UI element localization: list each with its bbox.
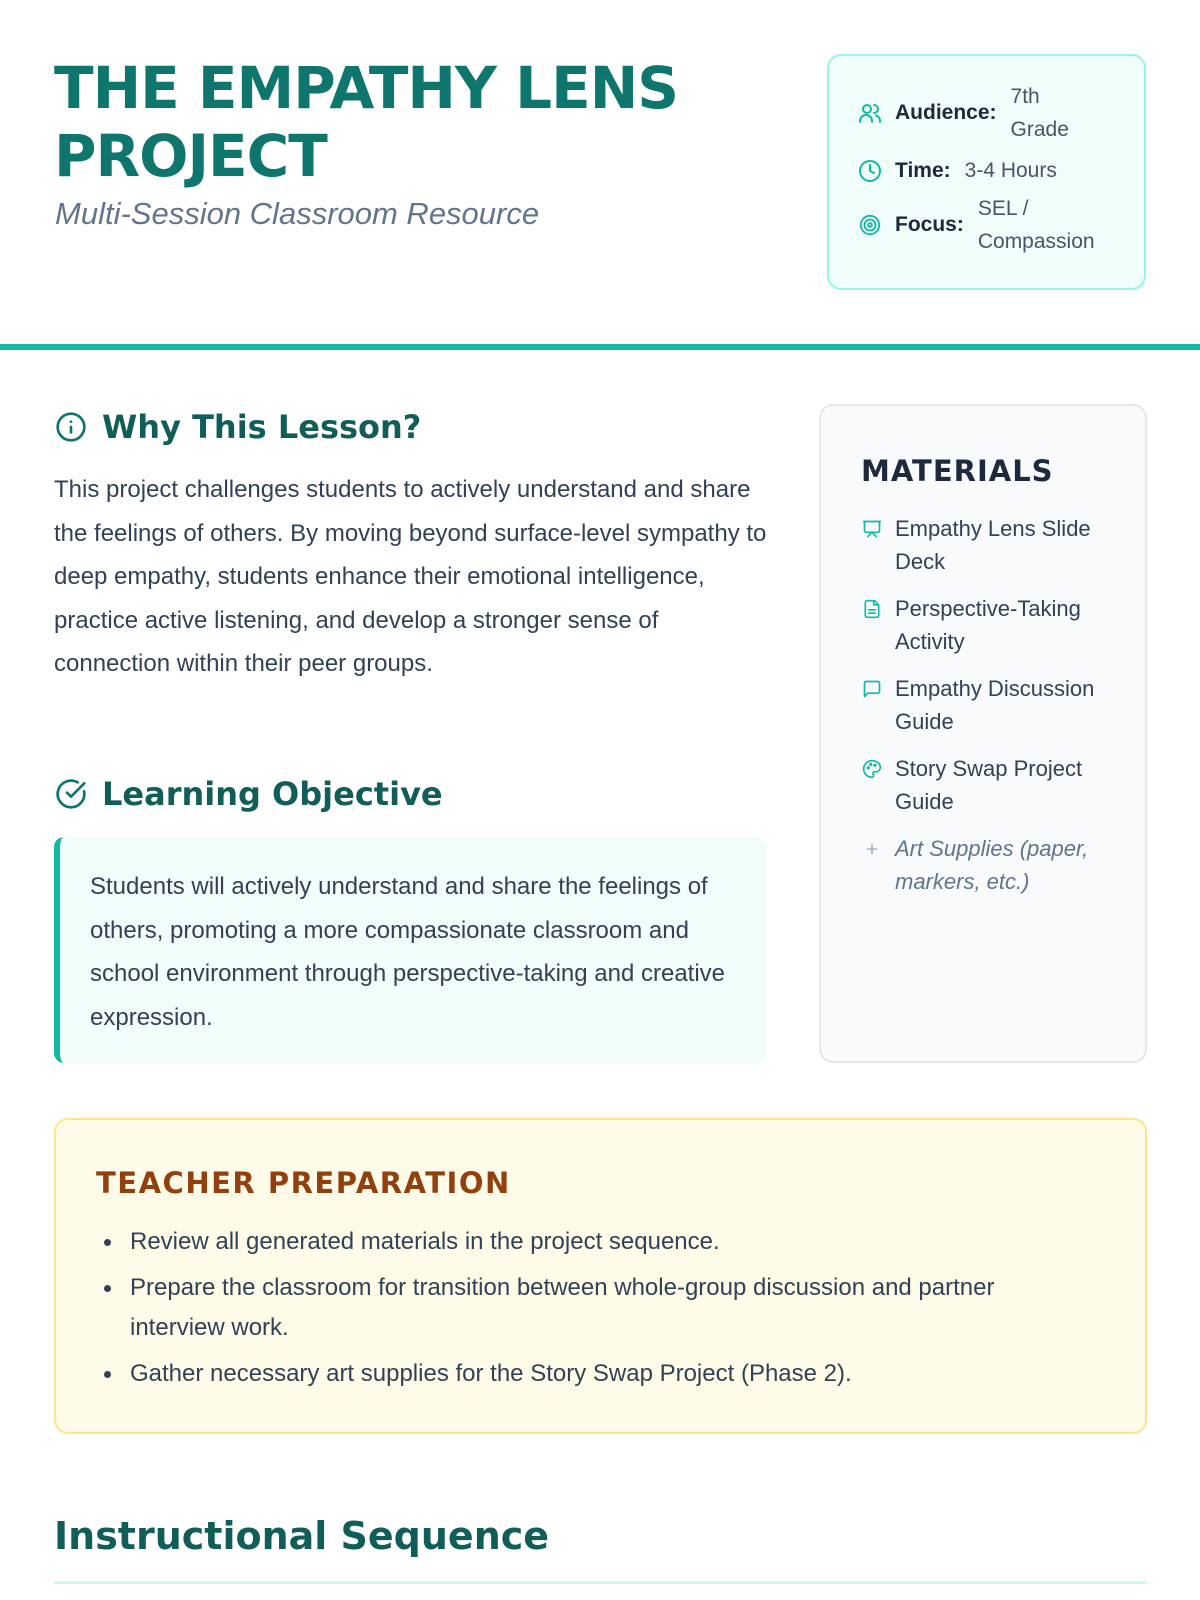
objective-callout: Students will actively understand and share the feelings of others, promoting a more compassionate classroom and school environment through perspective-taking and creative expression. — [54, 837, 766, 1063]
chat-icon — [861, 678, 883, 700]
materials-item-label: Empathy Lens Slide Deck — [895, 516, 1091, 574]
teacher-prep-heading: TEACHER PREPARATION — [96, 1166, 511, 1200]
meta-audience-value: 7th Grade — [1010, 85, 1069, 141]
objective-heading-text: Learning Objective — [102, 775, 443, 813]
meta-focus — [857, 192, 1118, 258]
page-subtitle: Multi-Session Classroom Resource — [55, 196, 540, 231]
sequence-heading: Instructional Sequence — [54, 1514, 550, 1558]
materials-item-label: Story Swap Project Guide — [895, 756, 1083, 814]
materials-heading: MATERIALS — [861, 454, 1054, 488]
users-icon — [857, 100, 883, 126]
why-heading-text: Why This Lesson? — [102, 408, 422, 446]
lesson-meta-card — [827, 54, 1146, 290]
plus-icon — [861, 838, 883, 860]
meta-focus-value: SEL / Compassion — [977, 197, 1095, 253]
meta-time-label: Time: — [895, 158, 951, 182]
palette-icon — [861, 758, 883, 780]
list-item: Gather necessary art supplies for the Story Swap Project (Phase 2). — [96, 1354, 1056, 1394]
materials-item-label: Empathy Discussion Guide — [895, 676, 1095, 734]
page-header — [0, 0, 1200, 350]
objective-heading — [54, 775, 443, 813]
list-item: Review all generated materials in the project sequence. — [96, 1222, 1056, 1262]
materials-item-label: Perspective-Taking Activity — [895, 596, 1081, 654]
materials-item — [861, 672, 1121, 738]
materials-item-label: Art Supplies (paper, markers, etc.) — [895, 836, 1089, 894]
document-icon — [861, 598, 883, 620]
meta-time — [857, 154, 1057, 187]
materials-item — [861, 752, 1121, 818]
check-circle-icon — [54, 777, 88, 811]
clock-icon — [857, 158, 883, 184]
list-item: Prepare the classroom for transition between whole-group discussion and partner interview work. — [96, 1268, 1056, 1348]
meta-audience — [857, 80, 1091, 146]
page-title: THE EMPATHY LENS PROJECT — [54, 54, 679, 190]
meta-audience-label: Audience: — [895, 101, 997, 124]
meta-focus-label: Focus: — [895, 213, 964, 236]
materials-card — [819, 404, 1147, 1063]
presentation-icon — [861, 518, 883, 540]
target-icon — [857, 212, 883, 238]
materials-item — [861, 592, 1121, 658]
sequence-section — [54, 1514, 1147, 1584]
materials-item — [861, 832, 1121, 898]
meta-time-value: 3-4 Hours — [964, 159, 1057, 182]
teacher-prep-card — [54, 1118, 1147, 1434]
info-icon — [54, 410, 88, 444]
why-body: This project challenges students to actively understand and share the feelings of others. By moving beyond surface-level sympathy to deep empathy, students enhance their emotional intelligence, practice active listening, and develop a stronger sense of connection within their peer groups. — [54, 476, 767, 677]
teacher-prep-list — [96, 1222, 1056, 1400]
materials-item — [861, 512, 1121, 578]
why-heading — [54, 408, 421, 446]
